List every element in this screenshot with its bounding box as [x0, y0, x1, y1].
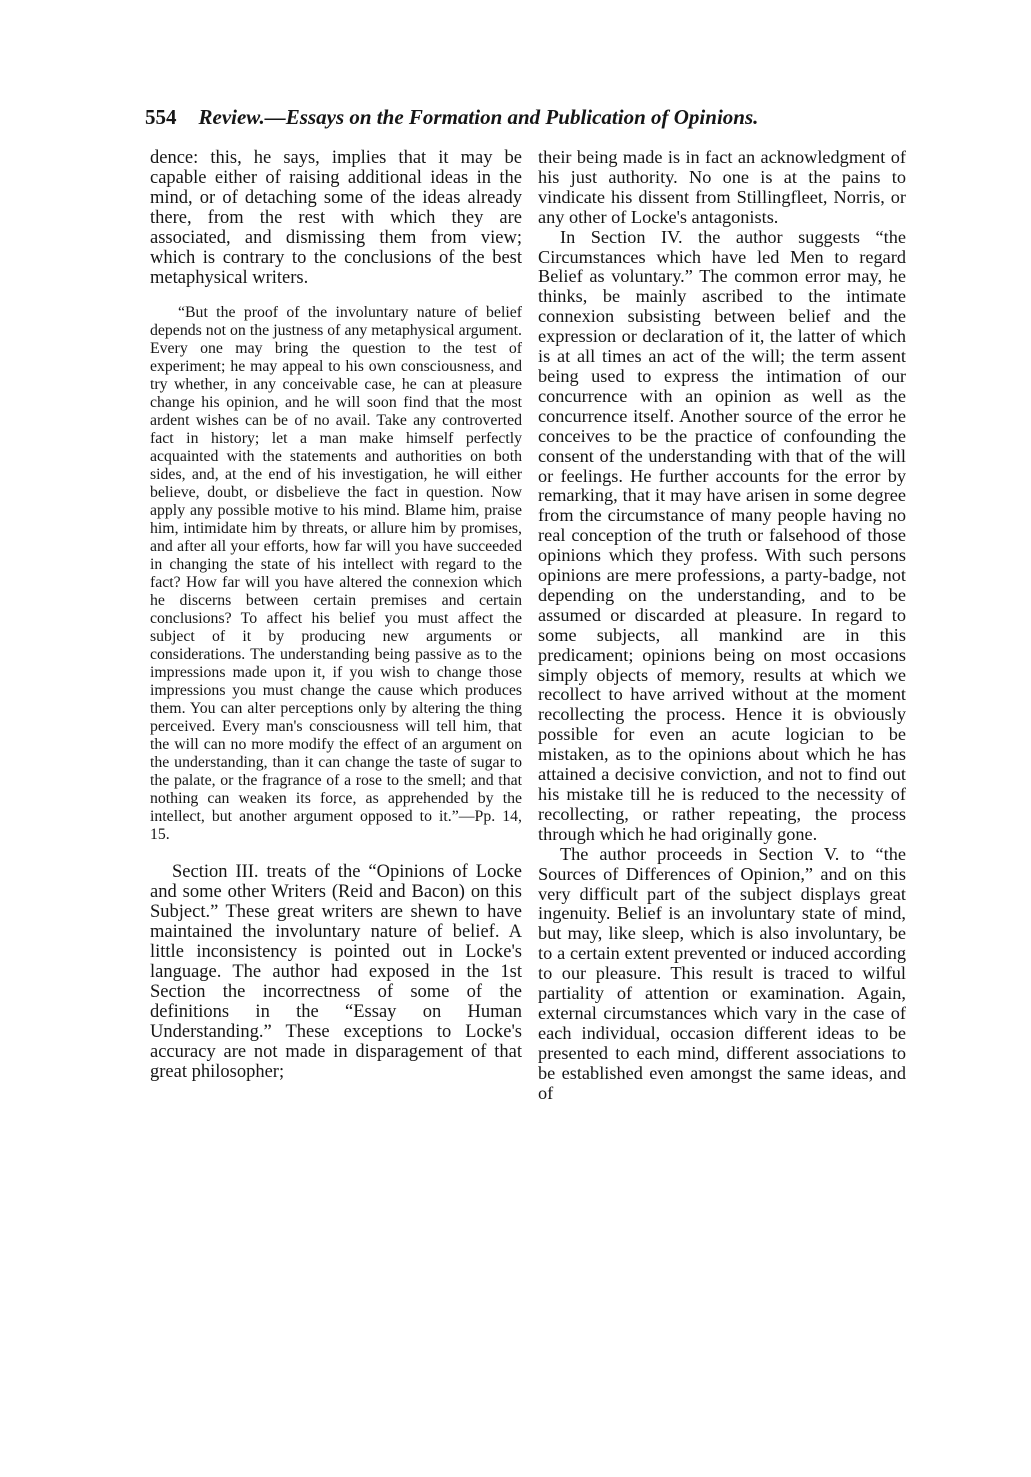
block-quote: “But the proof of the involuntary nature of belief depends not on the justness of any metaphysical argument. Every one may bring the question to the test of experiment; he may appeal to his own consciousness, and try whether, in any conceivable case, he can at pleasure change his opinion, and he will soon find that the most ardent wishes can be of no avail. Take any controverted fact in history; let a man make himself perfectly acquainted with the statements and authorities on both sides, and, at the end of his investigation, he will either believe, doubt, or disbelieve the fact in question. Now apply any possible motive to his mind. Blame him, praise him, intimidate him by threats, or allure him by promises, and after all your efforts, how far will you have succeeded in changing the state of his intellect with regard to the fact? How far will you have altered the connexion which he discerns between certain premises and certain conclusions? To affect his belief you must affect the subject of it by producing new arguments or considerations. The understanding being passive as to the impressions made upon it, if you wish to change those impressions you must change the cause which produces them. You can alter perceptions only by altering the thing perceived. Every man's consciousness will tell him, that the will can no more modify the effect of an argument on the understanding, than it can change the taste of sugar to the palate, or the fragrance of a rose to the smell; and that nothing can weaken its force, as apprehended by the intellect, but another argument opposed to it.”—Pp. 14, 15. — [150, 304, 522, 843]
page-header — [145, 104, 845, 130]
right-paragraph-2: In Section IV. the author suggests “the Circumstances which have led Men to regard Belief as voluntary.” The common error may, he thinks, be mainly ascribed to the intimate connexion subsisting between belief and the expression or declaration of it, the latter of which is at all times an act of the will; the term assent being used to express the intimation of our concurrence with an opinion as well as the concurrence itself. Another source of the error he conceives to be the practice of confounding the consent of the understanding with that of the will or feelings. He further accounts for the error by remarking, that it may have arisen in some degree from the circumstance of many people having no real conception of the truth or falsehood of those opinions which they profess. With such persons opinions are mere professions, a party-badge, not depending on the understanding, and to be assumed or discarded at pleasure. In regard to some subjects, all mankind are in this predicament; opinions being on most occasions simply objects of memory, results at which we recollect to have arrived without at the moment recollecting the process. Hence it is obviously possible for even an acute logician to be mistaken, as to the opinions about which he has attained a decisive conviction, and not to find out his mistake till he is reduced to the necessity of recollecting, or rather repeating, the process through which he had originally gone. — [538, 226, 906, 844]
running-title: Review.—Essays on the Formation and Publication of Opinions. — [198, 105, 759, 129]
left-paragraph-1: dence: this, he says, implies that it may be capable either of raising additional ideas in the mind, or of detaching some of the ideas already there, from the rest with which they are associated, and dismissing them from view; which is contrary to the conclusions of the best metaphysical writers. — [150, 148, 522, 288]
left-column — [150, 148, 522, 1082]
right-column — [538, 148, 906, 1104]
left-paragraph-2: Section III. treats of the “Opinions of Locke and some other Writers (Reid and Bacon) on this Subject.” These great writers are shewn to have maintained the involuntary nature of belief. A little inconsistency is pointed out in Locke's language. The author had exposed in the 1st Section the incorrectness of some of the definitions in the “Essay on Human Understanding.” These exceptions to Locke's accuracy are not made in disparagement of that great philosopher; — [150, 862, 522, 1082]
right-paragraph-1: their being made is in fact an acknowledgment of his just authority. No one is at the pains to vindicate his dissent from Stillingfleet, Norris, or any other of Locke's antagonists. — [538, 147, 906, 227]
page-number: 554 — [145, 105, 177, 129]
right-paragraph-3: The author proceeds in Section V. to “the Sources of Differences of Opinion,” and on this very difficult part of the subject displays great ingenuity. Belief is an involuntary state of mind, but may, like sleep, which is also involuntary, be to a certain extent prevented or induced according to our pleasure. This result is traced to wilful partiality of attention or examination. Again, external circumstances which vary in the case of each individual, occasion different ideas to be presented to each mind, different associations to be established even amongst the same ideas, and of — [538, 843, 906, 1103]
